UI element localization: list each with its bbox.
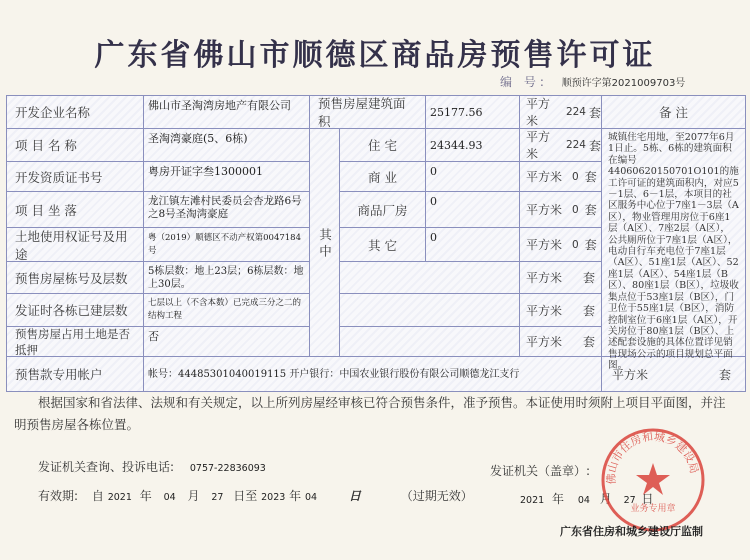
validity-note: （过期无效） <box>400 489 473 503</box>
project-label: 项 目 名 称 <box>7 129 144 162</box>
validity-from-prefix: 自 <box>91 489 104 503</box>
remarks-text: 城镇住宅用地，至2077年6月1日止。5栋、6栋的建筑面积在编号44060620150701O101的施工许可证的建筑面积内，对应5－1层、6－1层，本项目的社区服务中心位于7座1－3层（A区），物业管理用房位于6座1层（A区）、7座2层（A区），公共厕所位于7座1层（A区），电动自行车充电位于7座1层（A区）、51座1层（A区）、52座1层（A区）、54座1层（B区）、80座1层（B区），垃圾收集点位于53座1层（B区），门卫位于55座1层（B区），消防控制室位于6座1层（A区），开关房位于80座1层（B区）、上述配套设施的具体位置详见销售现场公示的项目规划总平面图。 <box>602 129 745 357</box>
residential-unit-group: 平方米 224 套 <box>520 129 602 162</box>
remarks-label: 备 注 <box>602 96 745 129</box>
hotline <box>38 458 266 475</box>
other-unit-group: 平方米 0 套 <box>520 228 602 262</box>
location-value: 龙江镇左滩村民委员会杏龙路6号之8号圣淘湾豪庭 <box>144 192 310 228</box>
validity-year-unit-1: 年 <box>139 489 152 503</box>
progress-value: 七层以上（不含本数）已完成三分之二的结构工程 <box>144 294 310 327</box>
mortgage-value: 否 <box>144 327 310 357</box>
land-cert-label: 土地使用权证号及用途 <box>7 228 144 262</box>
validity-to-year: 2023 <box>261 492 286 503</box>
residential-label: 住 宅 <box>340 129 426 162</box>
validity <box>38 487 473 504</box>
developer-value: 佛山市圣淘湾房地产有限公司 <box>144 96 310 129</box>
issue-year: 2021 <box>520 495 545 506</box>
developer-label: 开发企业名称 <box>7 96 144 129</box>
factory-label: 商品厂房 <box>340 192 426 228</box>
mortgage-label: 预售房屋占用土地是否抵押 <box>7 327 144 357</box>
certificate-table <box>6 95 746 392</box>
blank-area-row-1 <box>340 262 520 294</box>
total-area-unit-group: 平方米 224 套 <box>520 96 602 129</box>
buildings-value: 5栋层数：地上23层；6栋层数：地上30层。 <box>144 262 310 294</box>
serial-number <box>500 73 689 90</box>
residential-value: 24344.93 <box>426 129 520 162</box>
buildings-label: 预售房屋栋号及层数 <box>7 262 144 294</box>
validity-label: 有效期: <box>38 489 79 503</box>
hotline-value: 0757-22836093 <box>189 463 266 474</box>
validity-from-year: 2021 <box>107 492 132 503</box>
location-label: 项 目 坐 落 <box>7 192 144 228</box>
qualification-value: 粤房开证字叁1300001 <box>144 162 310 192</box>
account-label: 预售款专用帐户 <box>7 357 144 391</box>
issuer <box>490 462 590 479</box>
issue-month-unit: 月 <box>599 492 612 506</box>
certificate-title: 广东省佛山市顺德区商品房预售许可证 <box>94 38 656 73</box>
issue-month: 04 <box>577 495 590 506</box>
official-seal-icon <box>598 425 708 535</box>
commercial-unit-group: 平方米 0 套 <box>520 162 602 192</box>
validity-to-month: 04 <box>304 492 318 503</box>
validity-year-unit-2: 年 <box>289 489 302 503</box>
blank-unit-row-3: 平方米 套 <box>520 327 602 357</box>
validity-day-unit-1: 日至 <box>233 489 258 503</box>
issue-year-unit: 年 <box>552 492 565 506</box>
qualification-label: 开发资质证书号 <box>7 162 144 192</box>
validity-from-day: 27 <box>211 492 224 503</box>
hotline-label: 发证机关查询、投诉电话: <box>38 460 175 474</box>
commercial-value: 0 <box>426 162 520 192</box>
blank-unit-row-1: 平方米 套 <box>520 262 602 294</box>
validity-month-unit-1: 月 <box>187 489 200 503</box>
commercial-label: 商 业 <box>340 162 426 192</box>
seal-text: 佛山市住房和城乡建设局 <box>604 430 701 485</box>
progress-label: 发证时各栋已建层数 <box>7 294 144 327</box>
blank-area-row-2 <box>340 294 520 327</box>
including-label: 其 中 <box>310 129 340 357</box>
blank-unit-row-4: 平方米 套 <box>612 367 731 382</box>
project-value: 圣淘湾豪庭(5、6栋) <box>144 129 310 162</box>
footer-supervisor: 广东省住房和城乡建设厅监制 <box>560 525 703 538</box>
total-area-label: 预售房屋建筑面积 <box>310 96 426 129</box>
issue-day-unit: 日 <box>641 492 654 506</box>
seal-subtext: 业务专用章 <box>630 504 676 514</box>
factory-value: 0 <box>426 192 520 228</box>
land-cert-value: 粤（2019）顺德区不动产权第0047184号 <box>144 228 310 262</box>
serial-label: 编 号: <box>500 75 548 89</box>
blank-unit-row-2: 平方米 套 <box>520 294 602 327</box>
factory-unit-group: 平方米 0 套 <box>520 192 602 228</box>
validity-from-month: 04 <box>163 492 176 503</box>
issue-day: 27 <box>623 495 636 506</box>
issuer-label: 发证机关（盖章）: <box>490 464 591 478</box>
statement: 根据国家和省法律、法规和有关规定，以上所列房屋经审核已符合预售条件，准予预售。本证使用时须附上项目平面图，并注明预售房屋各栋位置。 <box>14 395 726 432</box>
total-area-value: 25177.56 <box>426 96 520 129</box>
other-label: 其 它 <box>340 228 426 262</box>
validity-day-unit-2: 日 <box>348 489 361 503</box>
serial-value: 顺预许字第2021009703号 <box>561 78 686 89</box>
blank-area-row-3 <box>310 327 520 357</box>
account-value: 帐号：44485301040019115 开户银行：中国农业银行股份有限公司顺德龙江支行 <box>144 357 602 391</box>
other-value: 0 <box>426 228 520 262</box>
